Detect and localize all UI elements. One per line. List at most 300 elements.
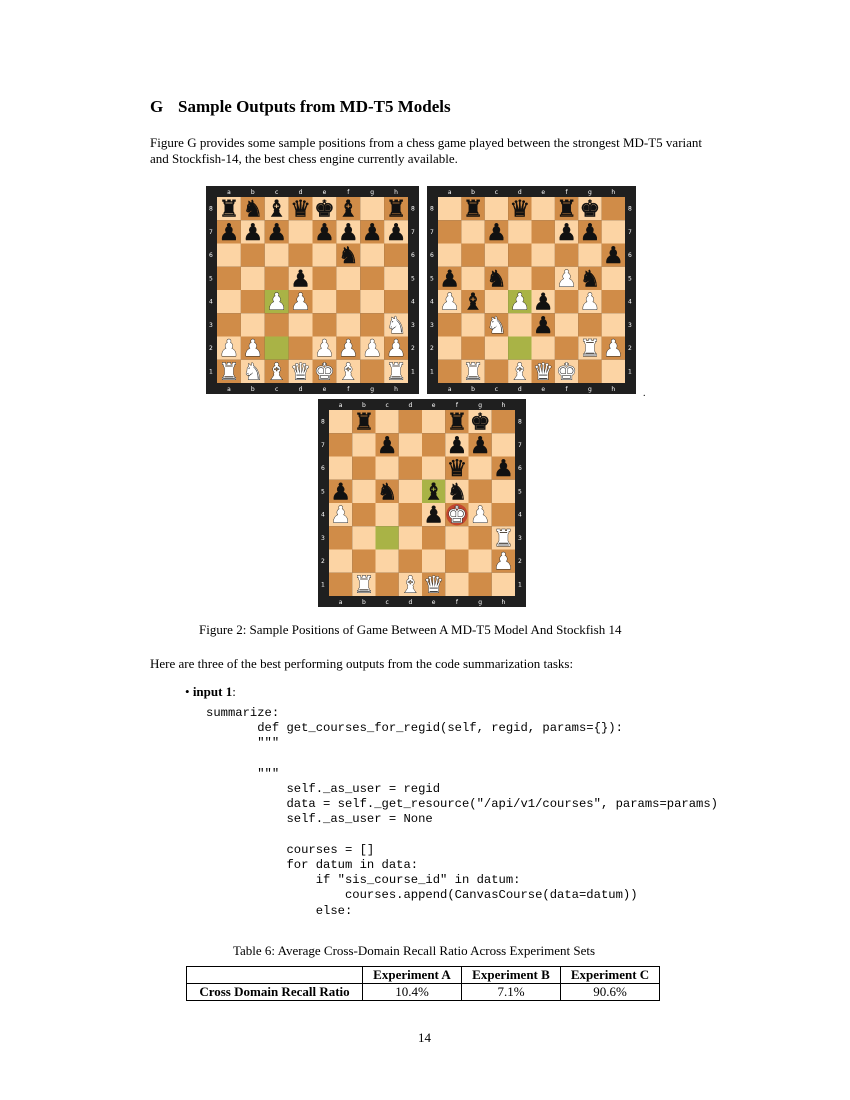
black-knight-icon: ♞ bbox=[376, 479, 398, 506]
square-d2 bbox=[399, 550, 422, 573]
square-a6 bbox=[329, 457, 352, 480]
black-pawn-icon: ♟ bbox=[532, 289, 554, 316]
black-bishop-icon: ♝ bbox=[423, 479, 444, 506]
file-label-top: e bbox=[322, 189, 327, 196]
file-label-bottom: d bbox=[517, 386, 522, 393]
black-queen-icon: ♛ bbox=[446, 456, 468, 483]
rank-label-right: 1 bbox=[518, 581, 522, 589]
square-c6 bbox=[485, 244, 508, 267]
white-pawn-icon: ♟ bbox=[469, 502, 491, 529]
square-a2 bbox=[438, 337, 461, 360]
file-label-top: d bbox=[298, 189, 303, 196]
square-b3 bbox=[352, 526, 375, 549]
file-label-top: g bbox=[370, 189, 375, 196]
square-h8 bbox=[602, 197, 625, 220]
bullet-label: input 1 bbox=[192, 684, 233, 699]
square-g1 bbox=[578, 360, 601, 383]
figure-trailing-dot: . bbox=[643, 388, 646, 399]
square-d3 bbox=[508, 313, 531, 336]
file-label-top: f bbox=[565, 189, 568, 196]
square-h5 bbox=[602, 267, 625, 290]
square-g2 bbox=[469, 550, 492, 573]
square-c3 bbox=[376, 526, 399, 549]
rank-label-right: 6 bbox=[518, 465, 522, 473]
file-label-bottom: c bbox=[385, 599, 389, 606]
square-b4 bbox=[352, 503, 375, 526]
file-label-bottom: a bbox=[447, 386, 452, 393]
white-king-icon: ♚ bbox=[446, 502, 468, 529]
table-caption: Table 6: Average Cross-Domain Recall Ratio Across Experiment Sets bbox=[233, 943, 596, 958]
intro-paragraph: Figure G provides some sample positions from a chess game played between the strongest MD-T5 variant and Stockfish-14, the best chess engine currently available. bbox=[150, 135, 703, 166]
file-label-bottom: c bbox=[275, 386, 279, 393]
square-g1 bbox=[469, 573, 492, 596]
rank-label-left: 7 bbox=[430, 228, 434, 236]
white-pawn-icon: ♟ bbox=[439, 289, 460, 316]
chess-board-2 bbox=[427, 186, 636, 394]
square-h4 bbox=[384, 290, 408, 313]
black-queen-icon: ♛ bbox=[509, 196, 531, 223]
table-header-cell bbox=[187, 967, 363, 984]
rank-label-right: 1 bbox=[628, 368, 632, 376]
rank-label-left: 7 bbox=[321, 441, 325, 449]
bullet-suffix: : bbox=[232, 684, 236, 699]
black-knight-icon: ♞ bbox=[242, 196, 264, 223]
file-label-bottom: a bbox=[227, 386, 231, 393]
white-bishop-icon: ♝ bbox=[509, 359, 531, 386]
white-pawn-icon: ♟ bbox=[242, 336, 264, 363]
square-a8 bbox=[438, 197, 461, 220]
square-a8 bbox=[329, 410, 352, 433]
rank-label-right: 5 bbox=[411, 275, 415, 283]
square-c3 bbox=[265, 313, 289, 336]
square-b2 bbox=[352, 550, 375, 573]
file-label-top: b bbox=[361, 402, 366, 409]
file-label-top: b bbox=[471, 189, 475, 196]
square-g1 bbox=[360, 360, 384, 383]
table-header-row bbox=[187, 967, 660, 984]
black-pawn-icon: ♟ bbox=[486, 219, 507, 246]
rank-label-left: 4 bbox=[321, 511, 325, 519]
section-number: G bbox=[150, 97, 164, 116]
rank-label-left: 6 bbox=[209, 252, 213, 260]
white-rook-icon: ♜ bbox=[493, 525, 514, 552]
square-b5 bbox=[352, 480, 375, 503]
white-king-icon: ♚ bbox=[314, 359, 335, 386]
rank-label-left: 3 bbox=[209, 321, 213, 329]
black-pawn-icon: ♟ bbox=[603, 243, 624, 270]
bullet-marker: • bbox=[185, 684, 190, 699]
rank-label-left: 2 bbox=[209, 345, 213, 353]
white-pawn-icon: ♟ bbox=[385, 336, 407, 363]
black-pawn-icon: ♟ bbox=[218, 219, 240, 246]
square-d3 bbox=[289, 313, 313, 336]
square-e6 bbox=[422, 457, 445, 480]
file-label-top: f bbox=[455, 402, 458, 409]
square-a4 bbox=[217, 290, 241, 313]
rank-label-left: 3 bbox=[321, 534, 325, 542]
square-b7 bbox=[461, 220, 484, 243]
black-pawn-icon: ♟ bbox=[532, 312, 554, 339]
rank-label-left: 2 bbox=[430, 345, 434, 353]
table-header-cell: Experiment B bbox=[462, 967, 561, 984]
file-label-top: d bbox=[517, 189, 522, 196]
white-pawn-icon: ♟ bbox=[556, 266, 577, 293]
file-label-top: h bbox=[394, 189, 398, 196]
black-pawn-icon: ♟ bbox=[266, 219, 287, 246]
square-c6 bbox=[376, 457, 399, 480]
file-label-bottom: e bbox=[322, 386, 327, 393]
square-h4 bbox=[492, 503, 515, 526]
square-d7 bbox=[289, 220, 313, 243]
square-c8 bbox=[485, 197, 508, 220]
rank-label-left: 5 bbox=[321, 488, 325, 496]
rank-label-right: 3 bbox=[411, 321, 415, 329]
rank-label-right: 3 bbox=[518, 534, 522, 542]
table-row bbox=[187, 984, 660, 1001]
file-label-bottom: g bbox=[370, 386, 375, 393]
rank-label-left: 6 bbox=[321, 465, 325, 473]
file-label-bottom: e bbox=[431, 599, 436, 606]
bullet-item bbox=[185, 684, 236, 700]
square-e2 bbox=[422, 550, 445, 573]
square-g3 bbox=[469, 526, 492, 549]
rank-label-left: 1 bbox=[430, 368, 434, 376]
black-knight-icon: ♞ bbox=[446, 479, 468, 506]
black-pawn-icon: ♟ bbox=[376, 432, 398, 459]
file-label-top: h bbox=[501, 402, 506, 409]
square-c4 bbox=[376, 503, 399, 526]
rank-label-right: 4 bbox=[628, 298, 632, 306]
black-pawn-icon: ♟ bbox=[439, 266, 460, 293]
section-title: Sample Outputs from MD-T5 Models bbox=[178, 97, 451, 116]
white-rook-icon: ♜ bbox=[385, 359, 407, 386]
black-pawn-icon: ♟ bbox=[423, 502, 444, 529]
chess-board-3 bbox=[318, 399, 526, 607]
square-c2 bbox=[265, 337, 289, 360]
black-pawn-icon: ♟ bbox=[338, 219, 359, 246]
file-label-bottom: d bbox=[298, 386, 303, 393]
square-a7 bbox=[329, 433, 352, 456]
square-b2 bbox=[461, 337, 484, 360]
square-h5 bbox=[384, 267, 408, 290]
square-e2 bbox=[532, 337, 555, 360]
white-pawn-icon: ♟ bbox=[338, 336, 359, 363]
square-c1 bbox=[376, 573, 399, 596]
square-f5 bbox=[336, 267, 360, 290]
white-knight-icon: ♞ bbox=[242, 359, 264, 386]
black-rook-icon: ♜ bbox=[446, 409, 468, 436]
square-a6 bbox=[438, 244, 461, 267]
rank-label-right: 2 bbox=[411, 345, 415, 353]
rank-label-right: 5 bbox=[518, 488, 522, 496]
black-pawn-icon: ♟ bbox=[385, 219, 407, 246]
white-knight-icon: ♞ bbox=[486, 312, 507, 339]
square-b7 bbox=[352, 433, 375, 456]
square-d7 bbox=[399, 433, 422, 456]
square-g8 bbox=[360, 197, 384, 220]
white-knight-icon: ♞ bbox=[385, 312, 407, 339]
table-header-cell: Experiment A bbox=[363, 967, 462, 984]
square-h6 bbox=[384, 244, 408, 267]
square-g4 bbox=[360, 290, 384, 313]
square-c4 bbox=[485, 290, 508, 313]
square-f3 bbox=[445, 526, 468, 549]
square-a3 bbox=[438, 313, 461, 336]
black-pawn-icon: ♟ bbox=[361, 219, 383, 246]
square-a3 bbox=[329, 526, 352, 549]
square-d7 bbox=[508, 220, 531, 243]
rank-label-right: 4 bbox=[411, 298, 415, 306]
rank-label-left: 4 bbox=[209, 298, 213, 306]
black-knight-icon: ♞ bbox=[486, 266, 507, 293]
square-f3 bbox=[336, 313, 360, 336]
square-e8 bbox=[532, 197, 555, 220]
white-pawn-icon: ♟ bbox=[218, 336, 240, 363]
square-c8 bbox=[376, 410, 399, 433]
square-e8 bbox=[422, 410, 445, 433]
white-pawn-icon: ♟ bbox=[290, 289, 311, 316]
file-label-bottom: b bbox=[250, 386, 255, 393]
black-king-icon: ♚ bbox=[579, 196, 601, 223]
white-bishop-icon: ♝ bbox=[400, 572, 421, 599]
file-label-top: g bbox=[478, 402, 483, 409]
black-knight-icon: ♞ bbox=[579, 266, 601, 293]
rank-label-left: 7 bbox=[209, 228, 213, 236]
square-h3 bbox=[602, 313, 625, 336]
square-b6 bbox=[241, 244, 265, 267]
square-h1 bbox=[602, 360, 625, 383]
square-g5 bbox=[360, 267, 384, 290]
square-h4 bbox=[602, 290, 625, 313]
lead-paragraph: Here are three of the best performing outputs from the code summarization tasks: bbox=[150, 656, 574, 671]
white-rook-icon: ♜ bbox=[218, 359, 240, 386]
white-queen-icon: ♛ bbox=[532, 359, 554, 386]
black-rook-icon: ♜ bbox=[385, 196, 407, 223]
rank-label-left: 3 bbox=[430, 321, 434, 329]
file-label-bottom: f bbox=[455, 599, 458, 606]
rank-label-right: 6 bbox=[411, 252, 415, 260]
rank-label-right: 8 bbox=[411, 205, 415, 213]
square-e4 bbox=[313, 290, 337, 313]
file-label-bottom: b bbox=[471, 386, 475, 393]
black-knight-icon: ♞ bbox=[338, 243, 359, 270]
file-label-bottom: h bbox=[501, 599, 506, 606]
black-rook-icon: ♜ bbox=[556, 196, 577, 223]
black-rook-icon: ♜ bbox=[353, 409, 375, 436]
black-king-icon: ♚ bbox=[469, 409, 491, 436]
square-c5 bbox=[265, 267, 289, 290]
square-c6 bbox=[265, 244, 289, 267]
table-header-cell: Experiment C bbox=[561, 967, 660, 984]
file-label-top: b bbox=[250, 189, 255, 196]
file-label-bottom: b bbox=[361, 599, 366, 606]
rank-label-left: 5 bbox=[209, 275, 213, 283]
square-e5 bbox=[313, 267, 337, 290]
white-queen-icon: ♛ bbox=[290, 359, 311, 386]
rank-label-right: 7 bbox=[411, 228, 415, 236]
white-pawn-icon: ♟ bbox=[314, 336, 335, 363]
file-label-bottom: f bbox=[565, 386, 568, 393]
file-label-bottom: d bbox=[408, 599, 413, 606]
square-g6 bbox=[360, 244, 384, 267]
rank-label-right: 2 bbox=[518, 558, 522, 566]
rank-label-right: 8 bbox=[518, 418, 522, 426]
white-bishop-icon: ♝ bbox=[266, 359, 287, 386]
file-label-top: c bbox=[494, 189, 499, 196]
square-a7 bbox=[438, 220, 461, 243]
file-label-top: c bbox=[275, 189, 279, 196]
white-pawn-icon: ♟ bbox=[361, 336, 383, 363]
white-rook-icon: ♜ bbox=[462, 359, 484, 386]
square-e7 bbox=[422, 433, 445, 456]
square-e6 bbox=[532, 244, 555, 267]
square-d5 bbox=[508, 267, 531, 290]
square-a1 bbox=[329, 573, 352, 596]
file-label-top: a bbox=[227, 189, 231, 196]
square-d6 bbox=[289, 244, 313, 267]
white-bishop-icon: ♝ bbox=[338, 359, 359, 386]
chess-board-1 bbox=[206, 186, 419, 394]
square-b5 bbox=[241, 267, 265, 290]
black-pawn-icon: ♟ bbox=[242, 219, 264, 246]
file-label-bottom: a bbox=[338, 599, 343, 606]
square-f3 bbox=[555, 313, 578, 336]
table-cell: 90.6% bbox=[561, 984, 660, 1001]
white-rook-icon: ♜ bbox=[579, 336, 601, 363]
square-e3 bbox=[313, 313, 337, 336]
file-label-bottom: h bbox=[394, 386, 398, 393]
square-d6 bbox=[508, 244, 531, 267]
rank-label-right: 3 bbox=[628, 321, 632, 329]
square-g3 bbox=[578, 313, 601, 336]
square-h5 bbox=[492, 480, 515, 503]
square-f4 bbox=[336, 290, 360, 313]
black-queen-icon: ♛ bbox=[290, 196, 311, 223]
square-d6 bbox=[399, 457, 422, 480]
file-label-top: a bbox=[447, 189, 452, 196]
file-label-bottom: g bbox=[478, 599, 483, 606]
square-d2 bbox=[508, 337, 531, 360]
figure-caption: Figure 2: Sample Positions of Game Between A MD-T5 Model And Stockfish 14 bbox=[199, 622, 622, 637]
square-c2 bbox=[376, 550, 399, 573]
square-f2 bbox=[445, 550, 468, 573]
file-label-bottom: e bbox=[541, 386, 546, 393]
black-bishop-icon: ♝ bbox=[338, 196, 359, 223]
white-pawn-icon: ♟ bbox=[266, 289, 287, 316]
square-d8 bbox=[399, 410, 422, 433]
file-label-top: d bbox=[408, 402, 413, 409]
white-pawn-icon: ♟ bbox=[493, 549, 514, 576]
square-g6 bbox=[578, 244, 601, 267]
rank-label-right: 8 bbox=[628, 205, 632, 213]
rank-label-left: 1 bbox=[209, 368, 213, 376]
code-block: summarize: def get_courses_for_regid(self, regid, params={}): """ """ self._as_user = regid data = self._get_resource("/api/v1/courses", params=params) self._as_user = None courses = [] for datum in data: if "sis_course_id" in datum: courses.append(CanvasCourse(data=datum)) else: bbox=[206, 706, 718, 918]
square-b5 bbox=[461, 267, 484, 290]
square-d2 bbox=[289, 337, 313, 360]
square-b4 bbox=[241, 290, 265, 313]
results-table bbox=[186, 966, 660, 1001]
file-label-bottom: c bbox=[494, 386, 499, 393]
rank-label-right: 1 bbox=[411, 368, 415, 376]
square-a5 bbox=[217, 267, 241, 290]
black-pawn-icon: ♟ bbox=[314, 219, 335, 246]
square-a3 bbox=[217, 313, 241, 336]
file-label-bottom: h bbox=[611, 386, 616, 393]
table-cell: 7.1% bbox=[462, 984, 561, 1001]
white-pawn-icon: ♟ bbox=[330, 502, 351, 529]
square-a1 bbox=[438, 360, 461, 383]
black-bishop-icon: ♝ bbox=[266, 196, 287, 223]
rank-label-left: 2 bbox=[321, 558, 325, 566]
table-row-label: Cross Domain Recall Ratio bbox=[187, 984, 363, 1001]
square-f1 bbox=[445, 573, 468, 596]
square-e6 bbox=[313, 244, 337, 267]
black-bishop-icon: ♝ bbox=[462, 289, 484, 316]
white-rook-icon: ♜ bbox=[353, 572, 375, 599]
rank-label-right: 7 bbox=[628, 228, 632, 236]
black-pawn-icon: ♟ bbox=[290, 266, 311, 293]
square-h8 bbox=[492, 410, 515, 433]
black-pawn-icon: ♟ bbox=[469, 432, 491, 459]
white-queen-icon: ♛ bbox=[423, 572, 444, 599]
rank-label-left: 8 bbox=[209, 205, 213, 213]
square-g6 bbox=[469, 457, 492, 480]
rank-label-right: 5 bbox=[628, 275, 632, 283]
rank-label-left: 6 bbox=[430, 252, 434, 260]
black-pawn-icon: ♟ bbox=[556, 219, 577, 246]
square-b3 bbox=[241, 313, 265, 336]
square-h1 bbox=[492, 573, 515, 596]
black-pawn-icon: ♟ bbox=[579, 219, 601, 246]
square-h7 bbox=[492, 433, 515, 456]
file-label-top: f bbox=[347, 189, 350, 196]
black-pawn-icon: ♟ bbox=[330, 479, 351, 506]
file-label-bottom: g bbox=[588, 386, 592, 393]
black-rook-icon: ♜ bbox=[218, 196, 240, 223]
square-d4 bbox=[399, 503, 422, 526]
square-b6 bbox=[352, 457, 375, 480]
file-label-top: e bbox=[431, 402, 436, 409]
square-e7 bbox=[532, 220, 555, 243]
rank-label-right: 7 bbox=[518, 441, 522, 449]
rank-label-right: 6 bbox=[628, 252, 632, 260]
square-g3 bbox=[360, 313, 384, 336]
square-g5 bbox=[469, 480, 492, 503]
file-label-bottom: f bbox=[347, 386, 350, 393]
square-d5 bbox=[399, 480, 422, 503]
black-rook-icon: ♜ bbox=[462, 196, 484, 223]
square-f4 bbox=[555, 290, 578, 313]
file-label-top: e bbox=[541, 189, 546, 196]
rank-label-left: 8 bbox=[321, 418, 325, 426]
rank-label-left: 4 bbox=[430, 298, 434, 306]
file-label-top: c bbox=[385, 402, 389, 409]
rank-label-left: 5 bbox=[430, 275, 434, 283]
black-king-icon: ♚ bbox=[314, 196, 335, 223]
white-pawn-icon: ♟ bbox=[579, 289, 601, 316]
black-pawn-icon: ♟ bbox=[493, 456, 514, 483]
file-label-top: h bbox=[611, 189, 616, 196]
square-b6 bbox=[461, 244, 484, 267]
square-f2 bbox=[555, 337, 578, 360]
rank-label-right: 4 bbox=[518, 511, 522, 519]
rank-label-right: 2 bbox=[628, 345, 632, 353]
square-c1 bbox=[485, 360, 508, 383]
square-c2 bbox=[485, 337, 508, 360]
section-heading bbox=[150, 97, 451, 117]
white-pawn-icon: ♟ bbox=[603, 336, 624, 363]
table-cell: 10.4% bbox=[363, 984, 462, 1001]
